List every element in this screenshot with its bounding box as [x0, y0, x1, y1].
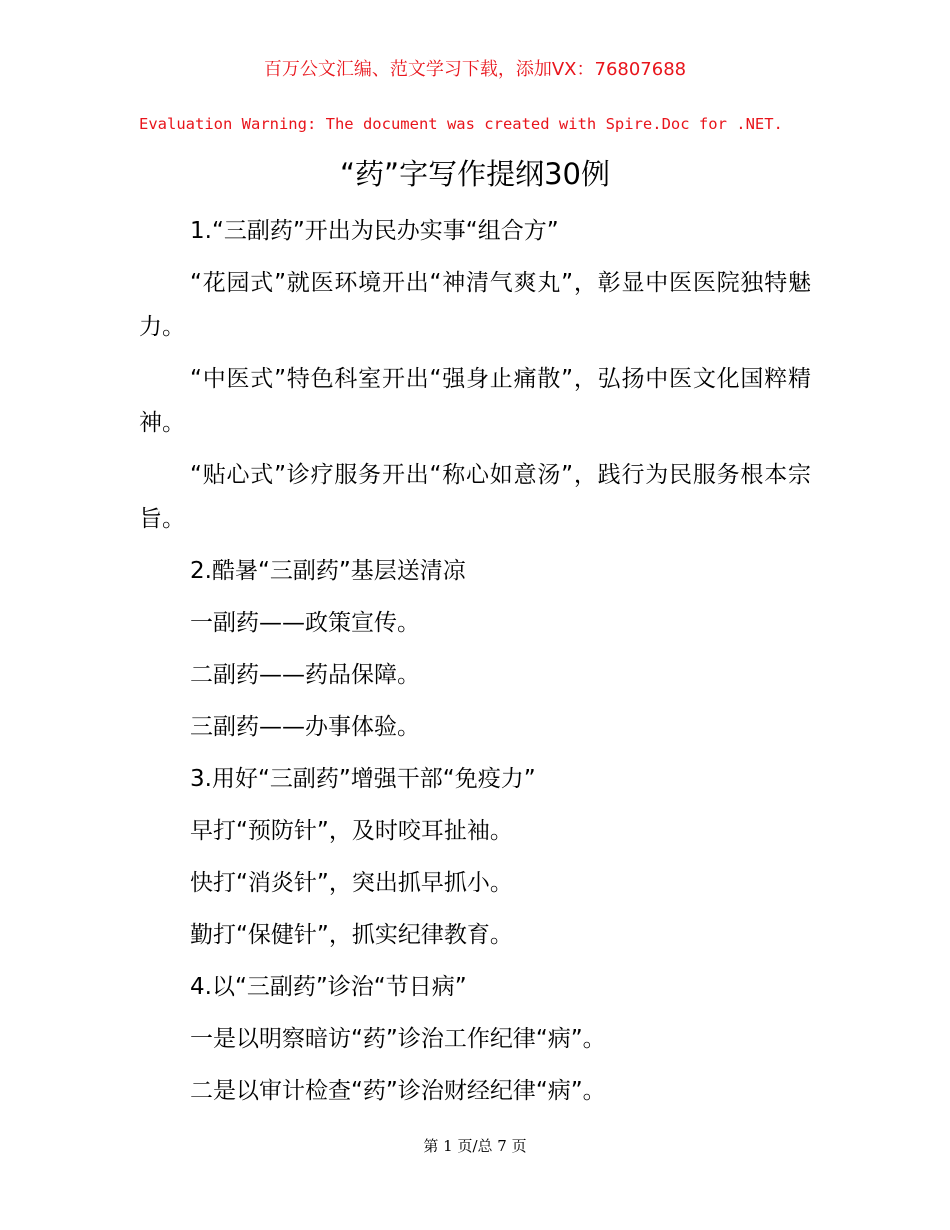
paragraph: 一副药——政策宣传。 [190, 610, 420, 636]
document-body [139, 209, 811, 1121]
paragraph: 三副药——办事体验。 [190, 714, 420, 740]
paragraph: 早打“预防针”，及时咬耳扯袖。 [190, 818, 513, 844]
section-heading-3: 3.用好“三副药”增强干部“免疫力” [190, 766, 536, 792]
promo-banner: 百万公文汇编、范文学习下载，添加VX：76807688 [263, 59, 687, 80]
paragraph: “中医式”特色科室开出“强身止痛散”，弘扬中医文化国粹精神。 [139, 366, 811, 436]
section-heading-1: 1.“三副药”开出为民办实事“组合方” [190, 218, 559, 244]
section-heading-4: 4.以“三副药”诊治“节日病” [190, 974, 467, 1000]
paragraph: “花园式”就医环境开出“神清气爽丸”，彰显中医医院独特魅力。 [139, 270, 811, 340]
paragraph: 二是以审计检查“药”诊治财经纪律“病”。 [190, 1078, 606, 1104]
paragraph: 二副药——药品保障。 [190, 662, 420, 688]
paragraph: 勤打“保健针”，抓实纪律教育。 [190, 922, 513, 948]
section-heading-2: 2.酷暑“三副药”基层送清凉 [190, 558, 466, 584]
page-number: 第 1 页/总 7 页 [423, 1137, 527, 1155]
evaluation-warning: Evaluation Warning: The document was created with Spire.Doc for .NET. [139, 115, 783, 133]
paragraph: 一是以明察暗访“药”诊治工作纪律“病”。 [190, 1026, 606, 1052]
document-title: “药”字写作提纲30例 [340, 157, 610, 191]
paragraph: “贴心式”诊疗服务开出“称心如意汤”，践行为民服务根本宗旨。 [139, 462, 811, 532]
paragraph: 快打“消炎针”，突出抓早抓小。 [190, 870, 513, 896]
